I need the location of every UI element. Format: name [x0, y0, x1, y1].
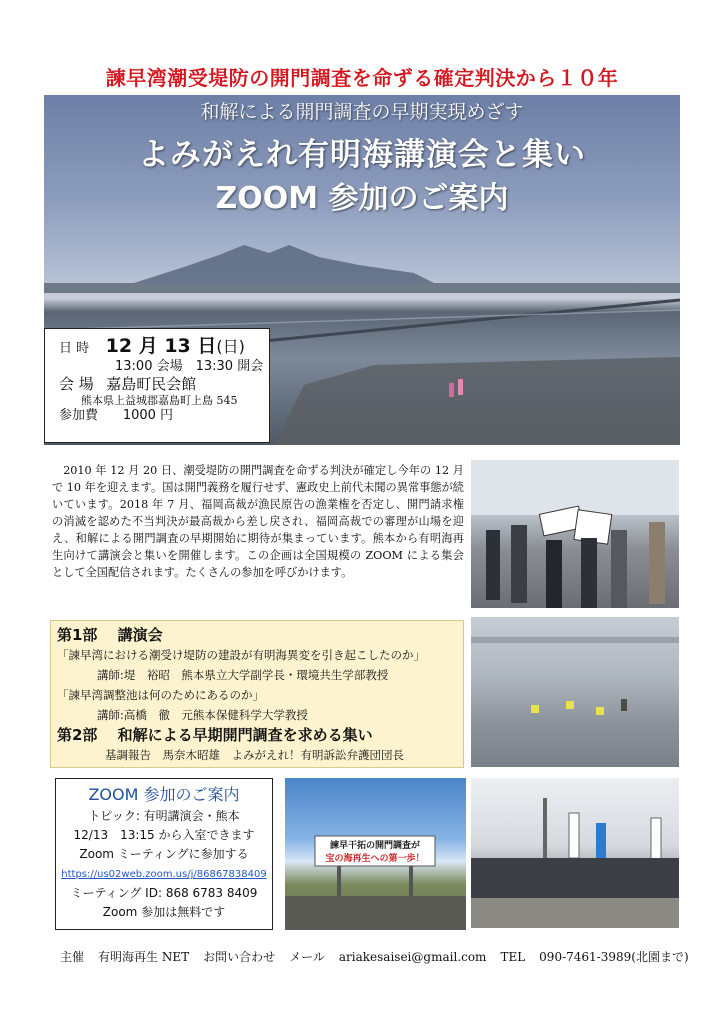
protest-photo	[471, 460, 679, 608]
sign-scene	[285, 778, 466, 930]
contact-label: お問い合わせ	[203, 950, 276, 964]
banner-sign-photo	[285, 778, 466, 930]
talk2-speaker: 講師:高橋 徹 元熊本保健科学大学教授	[97, 708, 308, 722]
part1-heading: 第1部 講演会	[57, 626, 163, 644]
organizer-name: 有明海再生 NET	[98, 950, 190, 964]
venue-address: 熊本県上益城郡嘉島町上島 545	[81, 394, 238, 408]
tidal-scene	[471, 617, 679, 767]
mail-label: メール	[289, 950, 325, 964]
event-times: 13:00 会場 13:30 開会	[115, 358, 264, 374]
fee-label: 参加費	[59, 408, 99, 423]
zoom-join-text: Zoom ミーティングに参加する	[79, 847, 249, 861]
horizon-band	[44, 283, 680, 293]
tide-line	[44, 310, 680, 330]
talk2-title: 「諫早湾調整池は何のためにあるのか」	[57, 688, 264, 702]
venue-name: 嘉島町民会館	[106, 375, 197, 393]
sign-text-line2: 宝の海再生への第一歩！	[325, 854, 425, 864]
headline: 諫早湾潮受堤防の開門調査を命ずる確定判決から１０年	[105, 66, 619, 90]
event-date: 12 月 13 日	[105, 335, 217, 357]
hero-subtitle: 和解による開門調査の早期実現めざす	[200, 101, 524, 123]
rally-photo	[471, 778, 679, 928]
date-label: 日 時	[59, 341, 90, 356]
zoom-title: ZOOM 参加のご案内	[88, 785, 240, 804]
shore-shape	[274, 357, 680, 445]
hero-zoom-line: ZOOM 参加のご案内	[215, 181, 509, 216]
zoom-link[interactable]: https://us02web.zoom.us/j/86867838409	[61, 869, 267, 880]
hero-title: よみがえれ有明海講演会と集い	[138, 137, 586, 173]
fee-value: 1000 円	[122, 408, 174, 423]
sign-text-line1: 諫早干拓の開門調査が	[329, 841, 421, 851]
contact-tel: 090-7461-3989(北園まで)	[539, 950, 689, 964]
talk1-speaker: 講師:堤 裕昭 熊本県立大学副学長・環境共生学部教授	[97, 668, 389, 682]
tel-label: TEL	[500, 950, 526, 964]
part2-heading: 第2部 和解による早期開門調査を求める集い	[57, 726, 373, 744]
zoom-meeting-id: ミーティング ID: 868 6783 8409	[70, 886, 258, 900]
venue-row	[59, 375, 261, 394]
rally-scene	[471, 778, 679, 928]
zoom-entry-time: 12/13 13:15 から入室できます	[73, 828, 255, 842]
tidal-flat-photo	[471, 617, 679, 767]
protest-scene	[471, 460, 679, 608]
mountain-shape	[134, 245, 434, 283]
zoom-topic: トピック: 有明講演会・熊本	[88, 809, 240, 823]
intro-text: 2010 年 12 月 20 日、潮受堤防の開門調査を命ずる判決が確定し今年の 12 月で 10 年を迎えます。国は開門義務を履行せず、憲政史上前代未聞の異常事態が続いています。2018 年 7 月、福岡高裁が漁民原告の漁業権を否定し、開門請求権の消滅を認めた不当判決が最高裁から差し戻され、福岡高裁での審理が山場を迎え、和解による開門調査の早期開始に期待が集まっています。熊本から有明海再生向けて講演会と集いを開催します。この企画は全国規模の ZOOM による集会として全国配信されます。たくさんの参加を呼びかけます。	[52, 464, 464, 579]
talk1-title: 「諫早湾における潮受け堤防の建設が有明海異変を引き起こしたのか」	[57, 648, 425, 662]
zoom-info-box	[55, 778, 273, 930]
date-row	[59, 335, 261, 359]
event-weekday: (日)	[216, 337, 245, 356]
fee-row	[59, 408, 261, 424]
program-box	[50, 620, 464, 768]
event-info-box	[44, 328, 270, 443]
footer	[60, 948, 700, 965]
person-figure	[449, 383, 454, 397]
organizer-label: 主催	[60, 950, 85, 964]
keynote-report: 基調報告 馬奈木昭雄 よみがえれ！有明訴訟弁護団団長	[105, 748, 404, 762]
venue-label: 会 場	[59, 375, 94, 393]
person-figure	[458, 379, 463, 395]
zoom-free-note: Zoom 参加は無料です	[102, 905, 226, 919]
contact-email[interactable]: ariakesaisei@gmail.com	[338, 950, 487, 964]
